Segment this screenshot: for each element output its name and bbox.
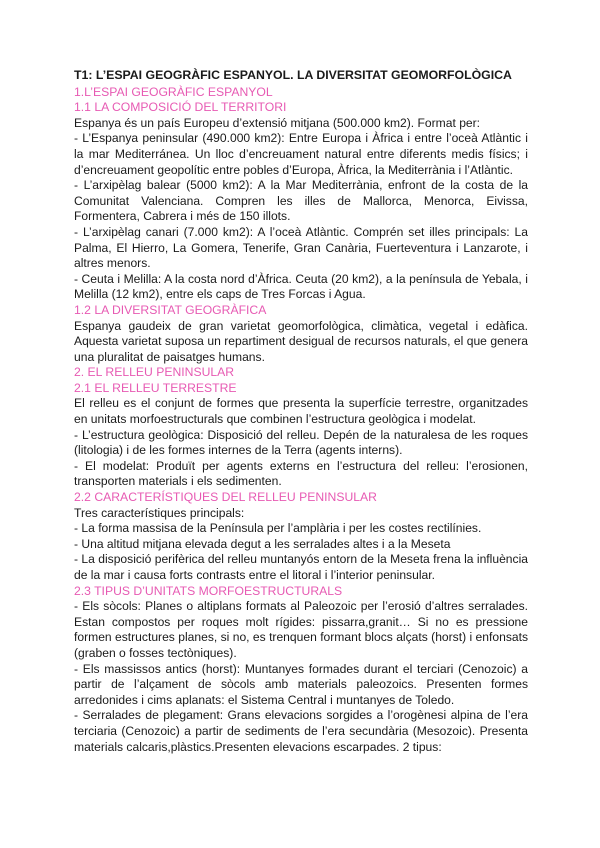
- paragraph: - Els massissos antics (horst): Muntanyes formades durant el terciari (Cenozoic) a partir de l’alçament de sòcols amb materials paleozoics. Presenten formes arredonides i cims aplanats: el Sistema Central i muntanyes de Toledo.: [74, 661, 528, 707]
- paragraph: - L’estructura geològica: Disposició del relleu. Depén de la naturalesa de les roques (litologia) i de les formes internes de la Terra (agents interns).: [74, 427, 528, 458]
- paragraph: - La disposició perifèrica del relleu muntanyós entorn de la Meseta frena la influència de la mar i causa forts contrasts entre el litoral i l’interior peninsular.: [74, 552, 528, 582]
- paragraph: - L’arxipèlag balear (5000 km2): A la Mar Mediterrània, enfront de la costa de la Comunitat Valenciana. Compren les illes de Mallorca, Menorca, Eivissa, Formentera, Cabrera i més de 150 illots.: [74, 178, 528, 224]
- paragraph: - Els sòcols: Planes o altiplans formats al Paleozoic per l’erosió d’altres serralades. Estan compostos per roques molt rígides: pissarra,granit… Si no es pressione formen estructures planes, si no, es trenquen formant blocs alçats (horst) i enfonsats (graben o fosses tectòniques).: [74, 599, 528, 660]
- section-heading: 1.L’ESPAI GEOGRÀFIC ESPANYOL: [74, 84, 273, 99]
- paragraph: - El modelat: Produït per agents externs en l’estructura del relleu: l’erosionen, transporten materials i els sedimenten.: [74, 458, 528, 489]
- paragraph: Tres característiques principals:: [74, 505, 245, 520]
- paragraph: - L’Espanya peninsular (490.000 km2): Entre Europa i Àfrica i entre l’oceà Atlàntic i la mar Mediterránea. Un lloc d’encreuament natural entre diferents medis físics; i d’encreuament geopolític entre pobles d’Europa, Àfrica, la Mediterrània i l’Atlàntic.: [74, 131, 528, 177]
- paragraph: El relleu es el conjunt de formes que presenta la superfície terrestre, organitzades en unitats morfoestructurals que combinen l’estructura geològica i modelat.: [74, 396, 528, 427]
- section-heading: 2.3 TIPUS D’UNITATS MORFOESTRUCTURALS: [74, 583, 343, 598]
- paragraph: - La forma massisa de la Península per l’amplària i per les costes rectilínies.: [74, 521, 482, 536]
- paragraph: - Ceuta i Melilla: A la costa nord d’Àfrica. Ceuta (20 km2), a la península de Yebala, i Melilla (12 km2), entre els caps de Tres Forcas i Agua.: [74, 271, 528, 302]
- paragraph: - Una altitud mitjana elevada degut a les serralades altes i a la Meseta: [74, 536, 451, 551]
- section-heading: 2. EL RELLEU PENINSULAR: [74, 365, 235, 380]
- section-heading: 2.1 EL RELLEU TERRESTRE: [74, 380, 237, 395]
- section-heading: 2.2 CARACTERÍSTIQUES DEL RELLEU PENINSULAR: [74, 490, 377, 505]
- document-title: T1: L’ESPAI GEOGRÀFIC ESPANYOL. LA DIVERSITAT GEOMORFOLÒGICA: [74, 68, 512, 82]
- paragraph: - L’arxipèlag canari (7.000 km2): A l’oceà Atlàntic. Comprén set illes principals: La Palma, El Hierro, La Gomera, Tenerife, Gran Canària, Fuerteventura i Lanzarote, i altres menors.: [74, 224, 528, 271]
- document-body: [74, 85, 528, 756]
- paragraph: Espanya gaudeix de gran varietat geomorfològica, climàtica, vegetal i edàfica. Aquesta varietat suposa un repartiment desigual de recursos naturals, el que genera una pluralitat de paisatges humans.: [74, 318, 528, 364]
- section-heading: 1.1 LA COMPOSICIÓ DEL TERRITORI: [74, 100, 287, 115]
- paragraph: - Serralades de plegament: Grans elevacions sorgides a l’orogènesi alpina de l’era terciaria (Cenozoic) a partir de sediments de l’era secundària (Mesozoic). Presenta materials calcaris,plàstics.Presenten elevacions escarpades. 2 tipus:: [74, 708, 528, 754]
- paragraph: Espanya és un país Europeu d’extensió mitjana (500.000 km2). Format per:: [74, 115, 481, 130]
- section-heading: 1.2 LA DIVERSITAT GEOGRÀFICA: [74, 302, 267, 317]
